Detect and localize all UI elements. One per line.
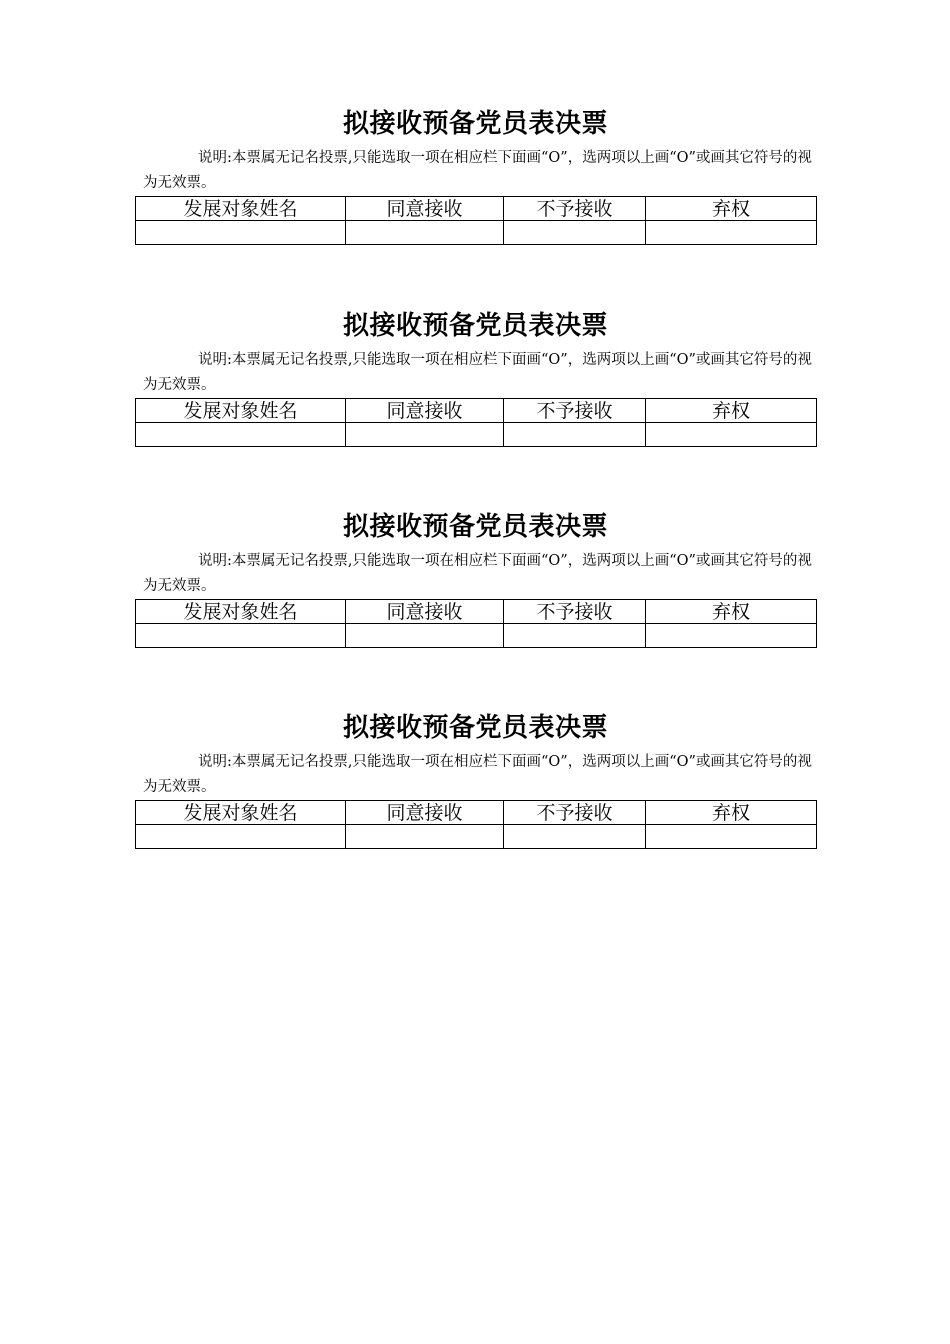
header-abstain: 弃权 <box>646 399 817 423</box>
agree-cell[interactable] <box>346 825 504 849</box>
header-agree: 同意接收 <box>346 801 504 825</box>
header-abstain: 弃权 <box>646 801 817 825</box>
header-row <box>136 197 817 221</box>
abstain-cell[interactable] <box>646 423 817 447</box>
header-candidate-name: 发展对象姓名 <box>136 801 346 825</box>
vote-table <box>135 599 817 648</box>
header-agree: 同意接收 <box>346 399 504 423</box>
disagree-cell[interactable] <box>504 423 646 447</box>
ballot-title: 拟接收预备党员表决票 <box>342 713 608 743</box>
abstain-cell[interactable] <box>646 825 817 849</box>
header-abstain: 弃权 <box>646 197 817 221</box>
ballot-instructions: 说明:本票属无记名投票,只能选取一项在相应栏下面画“O”，选两项以上画“O”或画其它符号的视为无效票。 <box>143 553 812 594</box>
header-candidate-name: 发展对象姓名 <box>136 600 346 624</box>
ballot-title: 拟接收预备党员表决票 <box>342 109 608 139</box>
header-abstain: 弃权 <box>646 600 817 624</box>
candidate-name-cell[interactable] <box>136 624 346 648</box>
ballot-instructions: 说明:本票属无记名投票,只能选取一项在相应栏下面画“O”，选两项以上画“O”或画其它符号的视为无效票。 <box>143 754 812 795</box>
agree-cell[interactable] <box>346 221 504 245</box>
candidate-name-cell[interactable] <box>136 423 346 447</box>
vote-row <box>136 221 817 245</box>
disagree-cell[interactable] <box>504 624 646 648</box>
abstain-cell[interactable] <box>646 221 817 245</box>
vote-table <box>135 800 817 849</box>
header-row <box>136 399 817 423</box>
candidate-name-cell[interactable] <box>136 221 346 245</box>
ballot-title: 拟接收预备党员表决票 <box>342 311 608 341</box>
header-disagree: 不予接收 <box>504 801 646 825</box>
header-candidate-name: 发展对象姓名 <box>136 197 346 221</box>
agree-cell[interactable] <box>346 624 504 648</box>
vote-row <box>136 423 817 447</box>
candidate-name-cell[interactable] <box>136 825 346 849</box>
ballot-instructions: 说明:本票属无记名投票,只能选取一项在相应栏下面画“O”，选两项以上画“O”或画其它符号的视为无效票。 <box>143 150 812 191</box>
header-agree: 同意接收 <box>346 197 504 221</box>
ballot-instructions: 说明:本票属无记名投票,只能选取一项在相应栏下面画“O”，选两项以上画“O”或画其它符号的视为无效票。 <box>143 352 812 393</box>
vote-table <box>135 398 817 447</box>
ballot-title: 拟接收预备党员表决票 <box>342 512 608 542</box>
header-disagree: 不予接收 <box>504 600 646 624</box>
disagree-cell[interactable] <box>504 221 646 245</box>
header-row <box>136 600 817 624</box>
agree-cell[interactable] <box>346 423 504 447</box>
header-row <box>136 801 817 825</box>
header-disagree: 不予接收 <box>504 399 646 423</box>
header-agree: 同意接收 <box>346 600 504 624</box>
disagree-cell[interactable] <box>504 825 646 849</box>
ballot-3 <box>135 509 816 648</box>
ballot-1 <box>135 106 816 245</box>
vote-table <box>135 196 817 245</box>
vote-row <box>136 825 817 849</box>
ballot-4 <box>135 710 816 849</box>
ballot-2 <box>135 308 816 447</box>
vote-row <box>136 624 817 648</box>
abstain-cell[interactable] <box>646 624 817 648</box>
header-candidate-name: 发展对象姓名 <box>136 399 346 423</box>
header-disagree: 不予接收 <box>504 197 646 221</box>
